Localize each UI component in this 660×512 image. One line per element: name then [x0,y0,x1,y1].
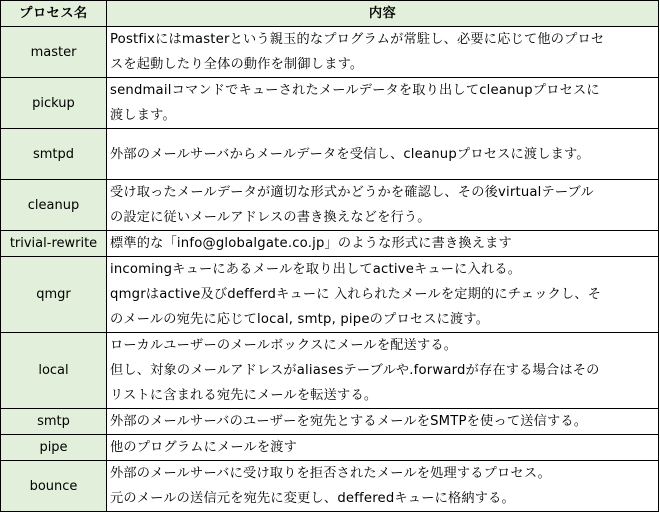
process-description [107,333,659,409]
table-row-smtpd [1,129,659,180]
description-line: 標準的な「info@globalgate.co.jp」のような形式に書き換えます [110,236,512,251]
table-row-master [1,27,659,78]
process-description [107,78,659,129]
process-description [107,231,659,257]
table-row-pickup [1,78,659,129]
description-line: の設定に従いメールアドレスの書き換えなどを行う。 [110,210,431,225]
description-line: sendmailコマンドでキューされたメールデータを取り出してcleanupプロセスに [110,83,600,98]
description-line: スを起動したり全体の動作を制御します。 [110,57,364,72]
description-line: 渡します。 [110,108,176,123]
description-line: 外部のメールサーバからメールデータを受信し、cleanupプロセスに渡します。 [110,146,590,162]
header-row [1,1,659,27]
description-line: 但し、対象のメールアドレスがaliasesテーブルや.forwardが存在する場合はその [110,363,600,378]
process-description [107,180,659,231]
description-line: 外部のメールサーバに受け取りを拒否されたメールを処理するプロセス。 [110,466,551,481]
description-line: ローカルユーザーのメールボックスにメールを配送する。 [110,338,458,353]
description-line: Postfixにはmasterという親玉的なプログラムが常駐し、必要に応じて他のプロセ [110,32,605,47]
process-name: pipe [1,435,107,461]
process-name: pickup [1,78,107,129]
description-line: 元のメールの送信元を宛先に変更し、defferedキューに格納する。 [110,491,515,506]
table-row-cleanup [1,180,659,231]
table-row-local [1,333,659,409]
process-name: master [1,27,107,78]
process-name: local [1,333,107,409]
process-description [107,129,659,180]
process-name: bounce [1,461,107,512]
process-name: smtp [1,409,107,435]
header-description: 内容 [107,1,659,27]
description-line: 受け取ったメールデータが適切な形式かどうかを確認し、その後virtualテーブル [110,185,594,200]
process-name: cleanup [1,180,107,231]
process-name: trivial-rewrite [1,231,107,257]
description-line: qmgrはactive及びdefferdキューに 入れられたメールを定期的にチェックし、そ [110,287,602,302]
table-row-pipe [1,435,659,461]
table-row-trivial-rewrite [1,231,659,257]
process-description [107,257,659,333]
table-row-bounce [1,461,659,512]
process-description [107,461,659,512]
description-line: リストに含まれる宛先にメールを転送する。 [110,388,378,403]
table-row-smtp [1,409,659,435]
description-line: incomingキューにあるメールを取り出してactiveキューに入れる。 [110,262,522,277]
description-line: 他のプログラムにメールを渡す [110,440,298,455]
process-description [107,435,659,461]
process-description [107,409,659,435]
table-row-qmgr [1,257,659,333]
process-name: qmgr [1,257,107,333]
description-line: 外部のメールサーバのユーザーを宛先とするメールをSMTPを使って送信する。 [110,414,588,429]
process-name: smtpd [1,129,107,180]
process-description [107,27,659,78]
description-line: のメールの宛先に応じてlocal, smtp, pipeのプロセスに渡す。 [110,312,490,327]
header-process-name: プロセス名 [1,1,107,27]
